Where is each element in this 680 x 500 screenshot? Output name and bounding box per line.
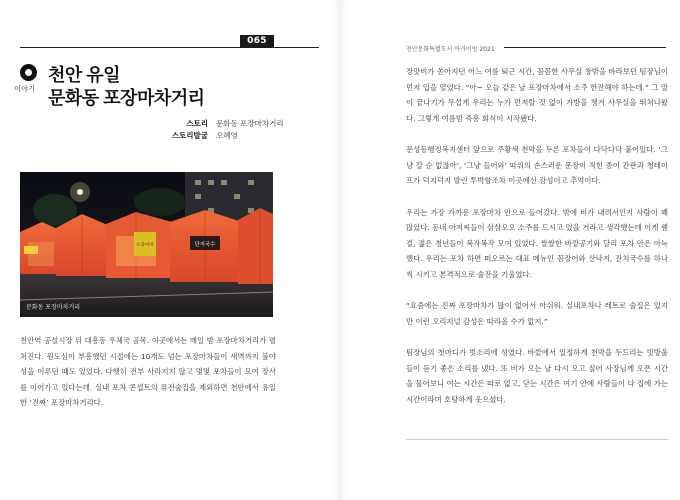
sign-pojangmacha: 포장마차: [136, 243, 154, 248]
header-rule: [20, 47, 319, 48]
credits: [150, 117, 332, 141]
title-line-2: 문화동 포장마차거리: [48, 88, 205, 108]
running-header: 천안문화특별도시 아카이빙 2021: [406, 46, 495, 53]
article-body: [406, 64, 668, 423]
paragraph: 장맛비가 쏟아지던 어느 여름 퇴근 시간, 꼼꼼한 사무실 창밖을 바라보던 팀장님이 먼저 입을 열었다. “아~ 오늘 같은 날 포장마차에서 소주 한잔해야 하는데.” 그 말이 끝나기가 무섭게 우리는 누가 먼저랄 것 없이 가방을 챙겨 사무실을 뛰쳐나왔다. 그렇게 여름밤 즉흥 회식이 시작됐다.: [406, 67, 668, 123]
photo-caption: 문화동 포장마차거리: [26, 304, 81, 311]
credit-value: 오혜영: [216, 130, 238, 140]
paragraph: 팀장님의 첫마디가 빗소리에 섞였다. 바깥에서 일정하게 천막을 두드리는 빗방울들이 듣기 좋은 소리를 냈다. 또 비가 오는 날 다시 오고 싶어 사장님께 오픈 시간을 물어보니 여는 시간은 따로 없고, 닫는 시간은 여기 안에 사람들이 다 집에 가는 시간이라며 호탕하게 웃으셨다.: [406, 348, 668, 404]
quote-paragraph: “요즘에는 진짜 포장마차가 많이 없어서 아쉬워. 실내포차나 레트로 술집은 있지만 이런 오리지널 감성은 따라올 수가 없지.”: [406, 301, 668, 326]
footer-rule: [406, 439, 668, 440]
street-photo: [20, 172, 273, 317]
credit-row: [150, 117, 332, 129]
paragraph: 문성동행정복지센터 앞으로 주황색 천막을 두른 포차들이 다닥다닥 붙어있다. ‘그냥 갈 순 없잖아’, ‘그냥 들어와’ 따위의 손스러운 문장이 적힌 종이 간판과 청테이프가 덕지덕지 발린 투박함조차 이곳에선 감성이고 추억이다.: [406, 145, 668, 185]
body-text: 천안역 공설시장 뒤 대흥동 우체국 골목. 이곳에서는 매일 밤 포장마차거리가 펼쳐진다. 원도심이 부흥했던 시절에는 10개도 넘는 포장마차들이 새벽까지 불야성을 이루던 때도 있었다. 다행히 전부 사라지지 않고 몇몇 포차들이 모여 장사를 이어가고 있다는데. 실내 포차 콘셉트의 퓨전술집을 제외하면 천안에서 유일한 ‘진짜’ 포장마차거리다.: [20, 336, 276, 407]
location-pin-icon: [20, 64, 37, 81]
credit-key: 스토리발굴: [171, 130, 208, 140]
right-page: [340, 0, 680, 500]
sign-danji-guksu: 단지국수: [194, 242, 216, 248]
title-line-1: 천안 유일: [48, 65, 121, 85]
credit-key: 스토리: [186, 118, 208, 128]
credit-value: 문화동 포장마차거리: [216, 118, 284, 128]
story-label: 이야기: [14, 85, 36, 93]
page-number: 065: [240, 35, 274, 48]
paragraph: 우리는 가장 가까운 포장마차 안으로 들어갔다. 밖에 비가 내려서인지 사람이 꽤 많았다. 동네 아저씨들이 삼삼오오 소주를 드시고 있을 거라고 생각했는데 이게 웬걸, 젊은 청년들이 복작복작 모여 있었다. 쌀쌀한 바깥공기와 달리 포차 안은 아늑했다. 우리는 포차 하면 떠오르는 대표 메뉴인 꼼장어와 산낙지, 잔치국수를 하나씩 시키고 본격적으로 술잔을 기울였다.: [406, 207, 668, 279]
credit-row: [150, 129, 332, 141]
header-rule: [504, 47, 666, 48]
